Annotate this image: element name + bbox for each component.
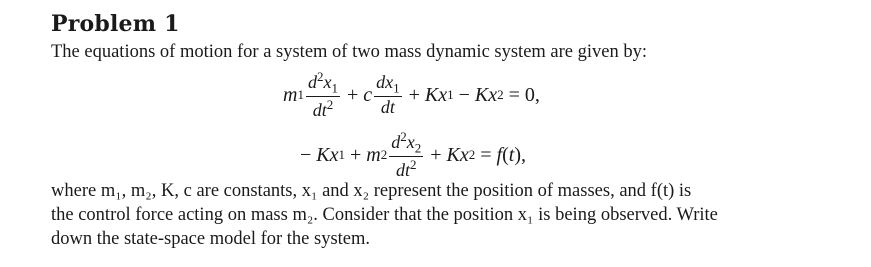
problem-intro: The equations of motion for a system of two mass dynamic system are given by:: [51, 42, 647, 62]
description-line: the control force acting on mass m₂. Consider that the position x₁ is being observed. Write: [51, 205, 718, 225]
problem-title: Problem 1: [51, 11, 180, 37]
equation-2: − Kx 1 + m 2 $\frac{d^2x_2}{dt^2}$ + Kx 2 = f ( t ),: [300, 129, 526, 181]
description-line: down the state-space model for the system.: [51, 229, 371, 249]
first-derivative-x1: $\frac{dx_1}{dt}$: [376, 72, 400, 118]
problem-description: [51, 179, 821, 251]
second-derivative-x1: $\frac{d^2x_1}{dt^2}$: [307, 69, 338, 121]
second-derivative-x2: $\frac{d^2x_2}{dt^2}$: [391, 129, 422, 181]
description-line: where m₁, m₂, K, c are constants, x₁ and x₂ represent the position of masses, and f(t) is: [51, 181, 692, 201]
equation-1: m 1 $\frac{d^2x_1}{dt^2}$ + c $\frac{dx_1}{dt}$ + Kx 1 − Kx 2 = 0,: [283, 69, 540, 121]
